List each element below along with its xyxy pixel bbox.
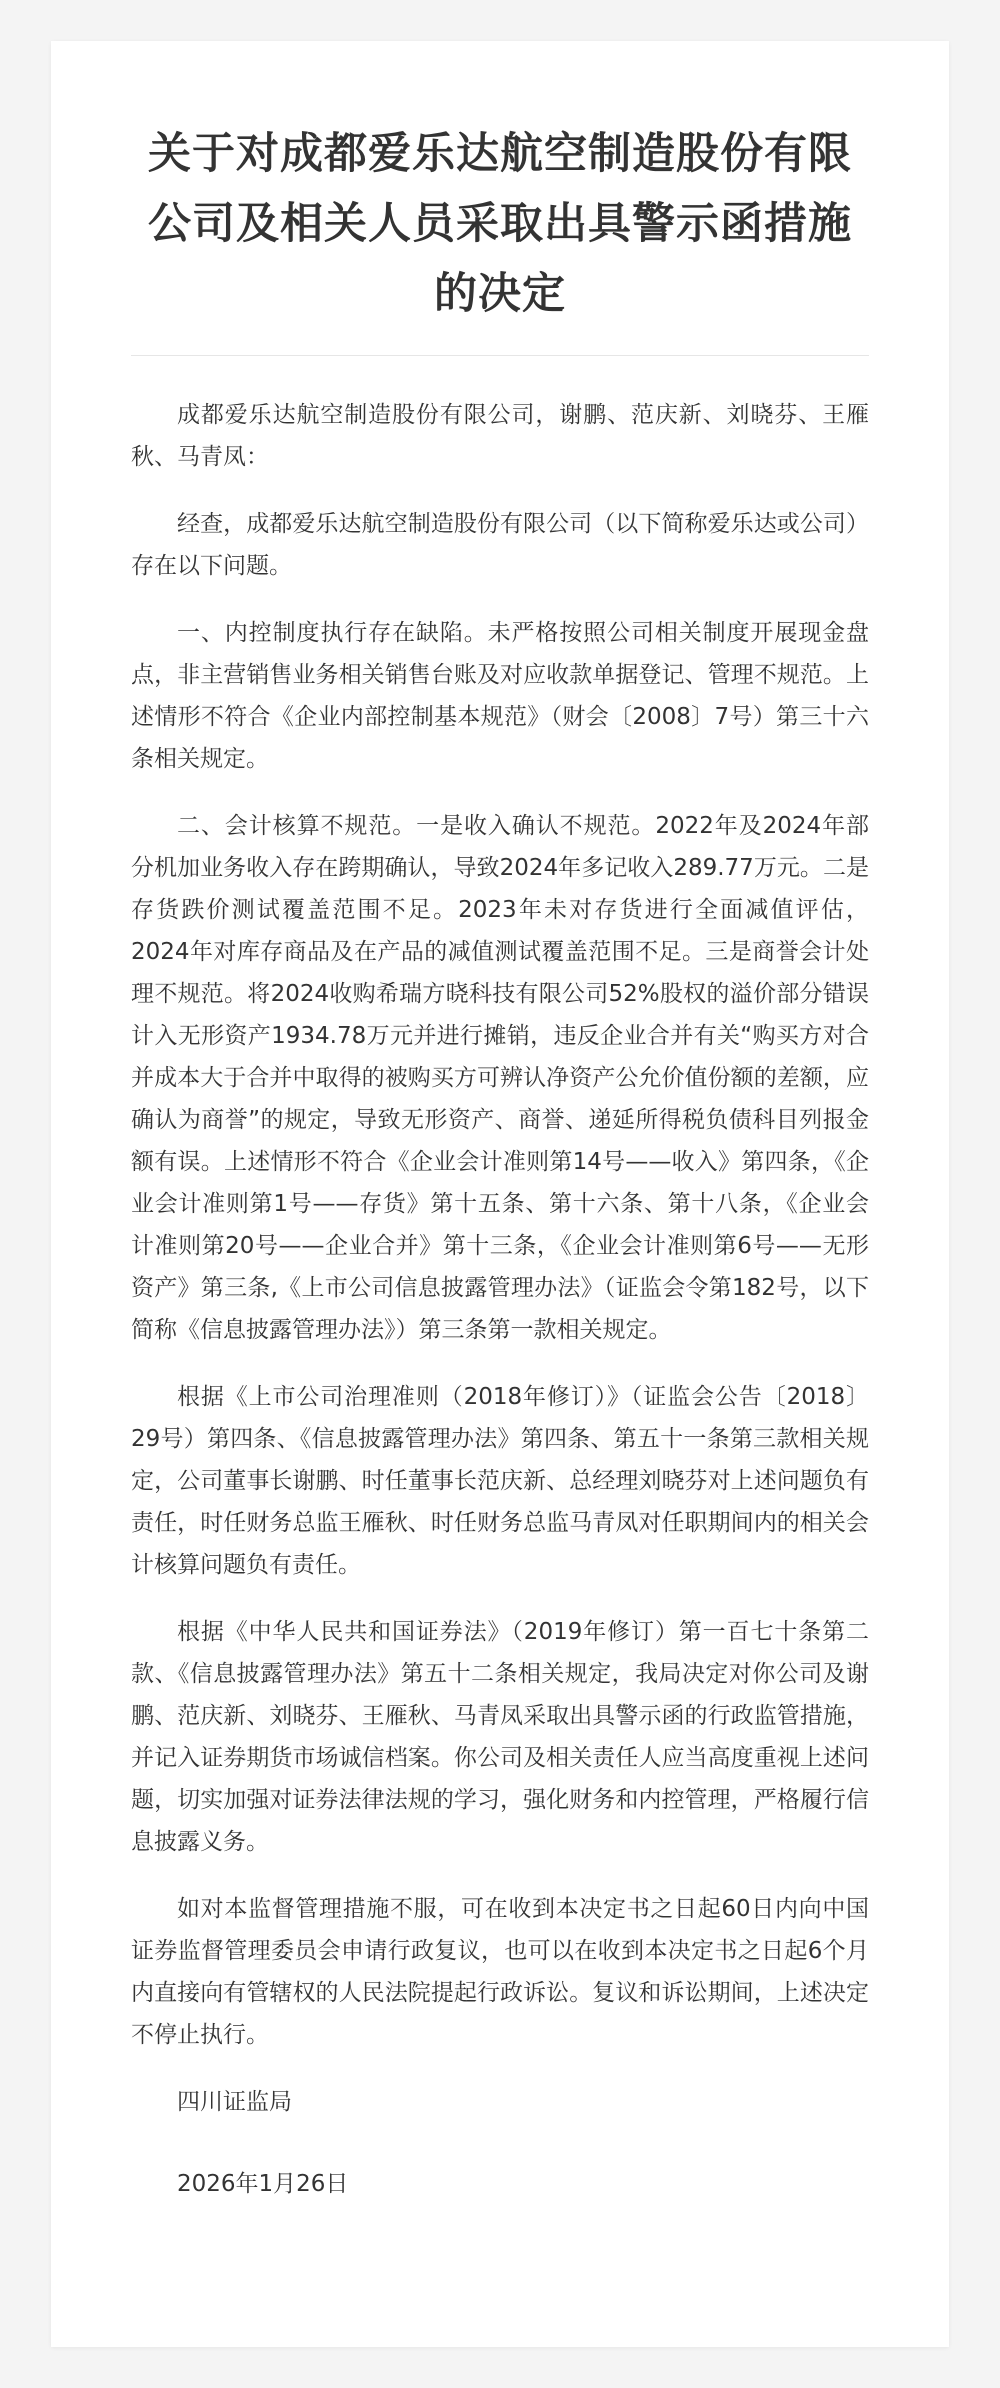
findings-intro-paragraph: 经查，成都爱乐达航空制造股份有限公司（以下简称爱乐达或公司）存在以下问题。 (131, 511, 869, 579)
accounting-paragraph: 二、会计核算不规范。一是收入确认不规范。2022年及2024年部分机加业务收入存在跨期确认，导致2024年多记收入289.77万元。二是存货跌价测试覆盖范围不足。2023年未对存货进行全面减值评估，2024年对库存商品及在产品的减值测试覆盖范围不足。三是商誉会计处理不规范。将2024收购希瑞方晓科技有限公司52%股权的溢价部分错误计入无形资产1934.78万元并进行摊销，违反企业合并有关“购买方对合并成本大于合并中取得的被购买方可辨认净资产公允价值份额的差额，应确认为商誉”的规定，导致无形资产、商誉、递延所得税负债科目列报金额有误。上述情形不符合《企业会计准则第14号——收入》第四条，《企业会计准则第1号——存货》第十五条、第十六条、第十八条，《企业会计准则第20号——企业合并》第十三条，《企业会计准则第6号——无形资产》第三条,《上市公司信息披露管理办法》（证监会令第182号，以下简称《信息披露管理办法》）第三条第一款相关规定。 (131, 813, 869, 1343)
title-divider (131, 355, 869, 356)
document-body (131, 394, 869, 2205)
appeal-paragraph: 如对本监督管理措施不服，可在收到本决定书之日起60日内向中国证券监督管理委员会申请行政复议，也可以在收到本决定书之日起6个月内直接向有管辖权的人民法院提起行政诉讼。复议和诉讼期间，上述决定不停止执行。 (131, 1896, 869, 2048)
decision-paragraph: 根据《中华人民共和国证券法》（2019年修订）第一百七十条第二款、《信息披露管理办法》第五十二条相关规定，我局决定对你公司及谢鹏、范庆新、刘晓芬、王雁秋、马青凤采取出具警示函的行政监管措施，并记入证券期货市场诚信档案。你公司及相关责任人应当高度重视上述问题，切实加强对证券法律法规的学习，强化财务和内控管理，严格履行信息披露义务。 (131, 1619, 869, 1855)
document-card (51, 41, 949, 2347)
responsibility-paragraph: 根据《上市公司治理准则（2018年修订）》（证监会公告〔2018〕29号）第四条、《信息披露管理办法》第四条、第五十一条第三款相关规定，公司董事长谢鹏、时任董事长范庆新、总经理刘晓芬对上述问题负有责任，时任财务总监王雁秋、时任财务总监马青凤对任职期间内的相关会计核算问题负有责任。 (131, 1384, 869, 1578)
document-title: 关于对成都爱乐达航空制造股份有限公司及相关人员采取出具警示函措施的决定 (148, 129, 852, 319)
issuer-signature: 四川证监局 (177, 2089, 292, 2115)
internal-control-paragraph: 一、内控制度执行存在缺陷。未严格按照公司相关制度开展现金盘点，非主营销售业务相关销售台账及对应收款单据登记、管理不规范。上述情形不符合《企业内部控制基本规范》（财会〔2008〕7号）第三十六条相关规定。 (131, 620, 869, 772)
issue-date: 2026年1月26日 (177, 2171, 349, 2197)
addressee-paragraph: 成都爱乐达航空制造股份有限公司，谢鹏、范庆新、刘晓芬、王雁秋、马青凤： (131, 402, 869, 470)
